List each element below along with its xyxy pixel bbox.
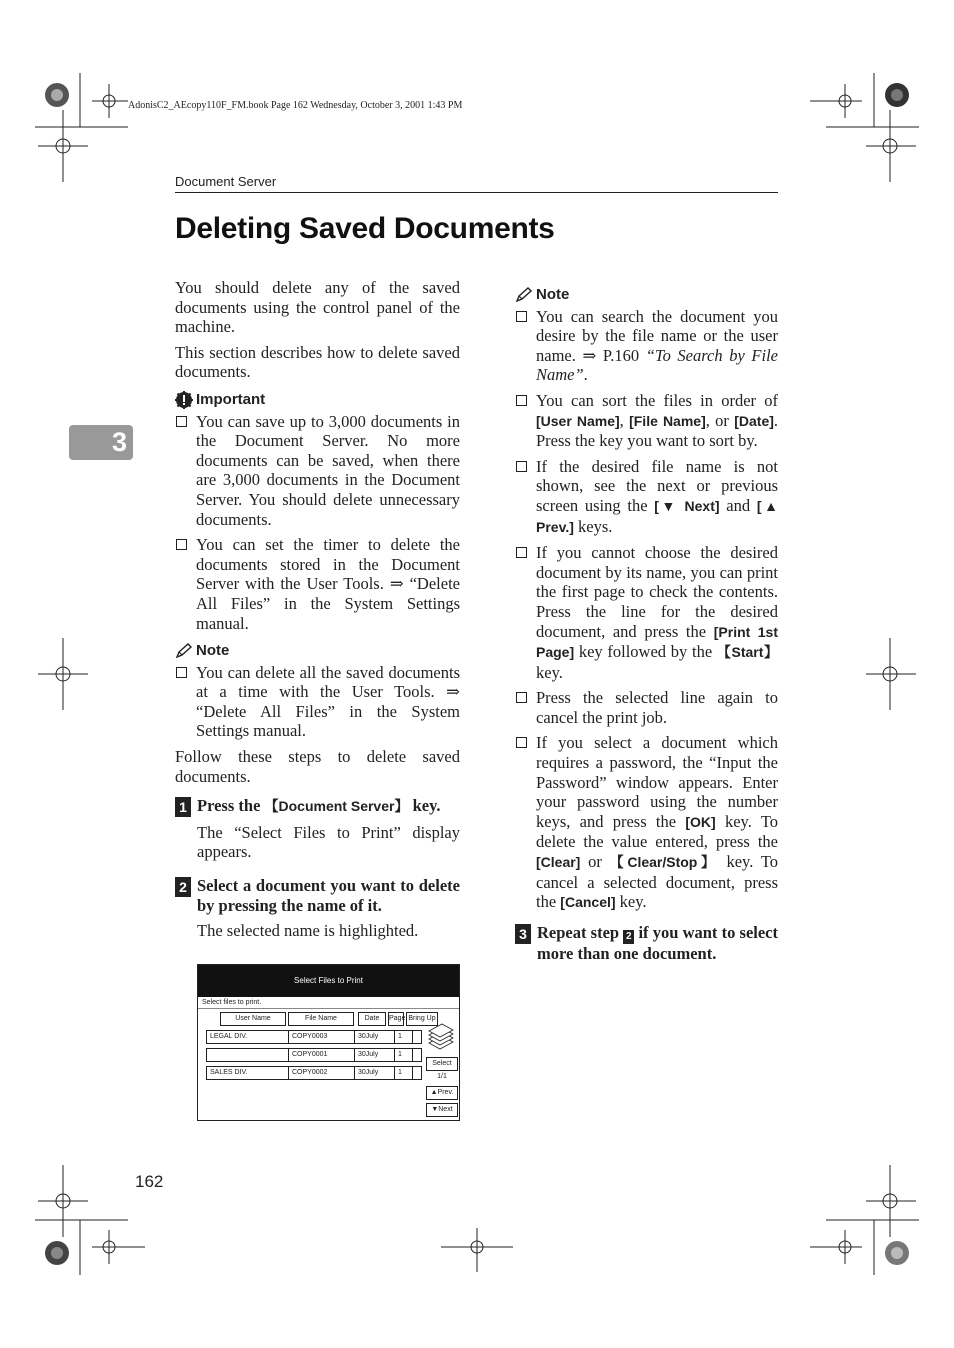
- checkbox-bullet-icon: [516, 311, 527, 322]
- list-item: If the desired file name is not shown, see the next or previous screen using the [▼ Next] and [▲ Prev.] keys.: [515, 457, 778, 537]
- clear-stop-key: 【Clear/Stop】: [609, 854, 719, 871]
- file-name-key: [File Name]: [629, 412, 706, 429]
- pencil-icon: [175, 643, 193, 659]
- date-key: [Date]: [734, 412, 774, 429]
- next-button: ▼Next: [426, 1103, 458, 1117]
- prev-key: [▲ Prev.]: [536, 497, 778, 535]
- next-key: [▼ Next]: [654, 497, 720, 514]
- page-header: Page: [388, 1012, 404, 1026]
- table-row: LEGAL DIV. COPY0003 30July 1: [206, 1030, 422, 1044]
- note-heading: [175, 641, 460, 661]
- pencil-icon: [515, 287, 533, 303]
- user-name-sort-button: User Name: [220, 1012, 286, 1026]
- start-key: 【Start】: [716, 644, 778, 661]
- select-button: Select: [426, 1057, 458, 1071]
- step-3: 3 Repeat step 2 if you want to select more than one document.: [515, 923, 778, 964]
- list-item: You can save up to 3,000 documents in the Document Server. No more documents can be saved, when there are 3,000 documents in the Document Server. You should delete unnecessary documents.: [175, 412, 460, 530]
- follow-paragraph: Follow these steps to delete saved documents.: [175, 747, 460, 786]
- list-item: Press the selected line again to cancel the print job.: [515, 688, 778, 727]
- checkbox-bullet-icon: [516, 395, 527, 406]
- ok-key: [OK]: [685, 813, 716, 830]
- note-list: [175, 663, 460, 741]
- user-name-key: [User Name]: [536, 412, 620, 429]
- date-sort-button: Date: [358, 1012, 386, 1026]
- step-number: 3: [515, 924, 531, 944]
- checkbox-bullet-icon: [516, 692, 527, 703]
- document-stack-icon: [426, 1015, 456, 1053]
- list-item: If you cannot choose the desired document by its name, you can print the first page to check the contents. Press the line for the desired document, and press the [Print 1st Page] key followed by the 【Start】 key.: [515, 543, 778, 682]
- right-column: [515, 285, 778, 963]
- list-item: You can set the timer to delete the documents stored in the Document Server with the User Tools. ⇒ “Delete All Files” in the System Settings manual.: [175, 535, 460, 633]
- cancel-key: [Cancel]: [560, 894, 616, 911]
- chapter-tab: 3: [69, 425, 133, 460]
- clear-key: [Clear]: [536, 854, 581, 871]
- cross-reference: “To Search by File Name”: [536, 345, 778, 385]
- important-heading: [175, 390, 460, 410]
- note-label: Note: [196, 642, 230, 660]
- document-server-key: 【Document Server】: [264, 798, 409, 815]
- intro-paragraph: You should delete any of the saved documents using the control panel of the machine.: [175, 278, 460, 337]
- step-reference: 2: [623, 930, 634, 944]
- prev-button: ▲Prev.: [426, 1086, 458, 1100]
- important-icon: [175, 391, 193, 409]
- file-name-sort-button: File Name: [288, 1012, 354, 1026]
- checkbox-bullet-icon: [516, 547, 527, 558]
- step-number: 1: [175, 797, 191, 817]
- list-item: You can search the document you desire by the file name or the user name. ⇒ P.160 “To Search by File Name”.: [515, 307, 778, 385]
- table-row: SALES DIV. COPY0002 30July 1: [206, 1066, 422, 1080]
- step-1-description: The “Select Files to Print” display appears.: [197, 822, 460, 862]
- note-list: [515, 307, 778, 913]
- step-number: 2: [175, 877, 191, 897]
- select-files-screen: [197, 964, 460, 1121]
- left-column: [175, 278, 460, 941]
- screen-subtitle: Select files to print.: [198, 997, 459, 1009]
- screen-title: Select Files to Print: [198, 965, 459, 997]
- print-1st-page-key: [Print 1st Page]: [536, 623, 778, 661]
- step-2-description: The selected name is highlighted.: [197, 921, 419, 941]
- page-title: Deleting Saved Documents: [175, 212, 555, 245]
- running-head: Document Server: [175, 174, 277, 189]
- note-label: Note: [536, 286, 570, 303]
- bring-up-button: Bring Up: [406, 1012, 438, 1026]
- checkbox-bullet-icon: [176, 416, 187, 427]
- step-1: 1 Press the 【Document Server】 key.: [175, 796, 460, 817]
- page-indicator: 1/1: [437, 1073, 447, 1080]
- table-row: COPY0001 30July 1: [206, 1048, 422, 1062]
- important-list: [175, 412, 460, 634]
- checkbox-bullet-icon: [176, 667, 187, 678]
- note-heading: [515, 285, 778, 305]
- intro-paragraph-2: This section describes how to delete saved documents.: [175, 342, 460, 382]
- important-label: Important: [196, 390, 266, 408]
- checkbox-bullet-icon: [516, 461, 527, 472]
- list-item: You can sort the files in order of [User Name], [File Name], or [Date]. Press the key you want to sort by.: [515, 391, 778, 451]
- checkbox-bullet-icon: [516, 737, 527, 748]
- checkbox-bullet-icon: [176, 539, 187, 550]
- print-header: AdonisC2_AEcopy110F_FM.book Page 162 Wednesday, October 3, 2001 1:43 PM: [128, 100, 463, 111]
- header-rule: [175, 192, 778, 193]
- step-2: 2 Select a document you want to delete by pressing the name of it.: [175, 876, 460, 915]
- list-item: You can delete all the saved documents at a time with the User Tools. ⇒ “Delete All Files” in the System Settings manual.: [175, 663, 460, 741]
- page-number: 162: [135, 1172, 164, 1191]
- list-item: If you select a document which requires a password, the “Input the Password” window appears. Enter your password using the number keys, and press the [OK] key. To delete the value entered, press the [Clear] or 【Clear/Stop】 key. To cancel a selected document, press the [Cancel] key.: [515, 733, 778, 912]
